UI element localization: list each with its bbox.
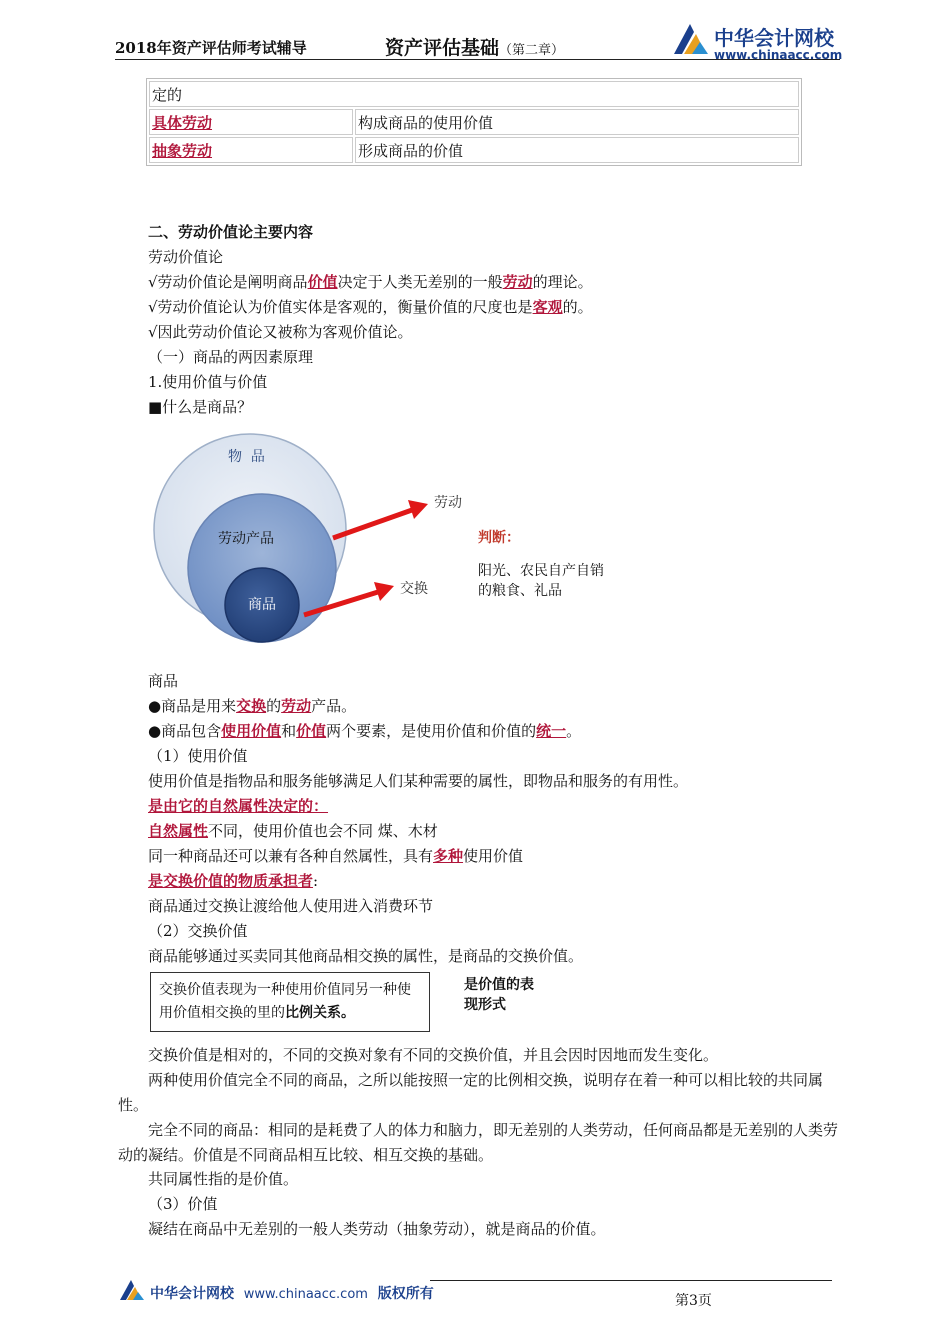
subheading: （2）交换价值 <box>148 922 248 940</box>
emphasis-line: 是由它的自然属性决定的： <box>148 797 329 815</box>
paragraph: 使用价值是指物品和服务能够满足人们某种需要的属性，即物品和服务的有用性。 <box>148 772 689 790</box>
paragraph: 同一种商品还可以兼有各种自然属性，具有多种使用价值 <box>148 847 524 865</box>
section-title: 二、劳动价值论主要内容 <box>148 223 314 241</box>
table-cell: 定的 <box>149 81 799 107</box>
bullet-item: ●商品包含使用价值和价值两个要素，是使用价值和价值的统一。 <box>148 722 582 740</box>
subheading: （1）使用价值 <box>148 747 248 765</box>
subheading: （3）价值 <box>148 1195 218 1213</box>
table-cell: 具体劳动 <box>149 109 353 135</box>
footer-text: 中华会计网校 www.chinaacc.com 版权所有 <box>150 1286 434 1302</box>
header-course: 2018年资产评估师考试辅导 <box>115 39 307 57</box>
header-rule <box>115 59 840 60</box>
subheading: （一）商品的两因素原理 <box>148 348 314 366</box>
arrow-labor-label: 劳动 <box>434 495 462 511</box>
subheading: 1.使用价值与价值 <box>148 373 268 391</box>
chapter-label: （第二章） <box>499 43 565 58</box>
check-item: √劳动价值论是阐明商品价值决定于人类无差别的一般劳动的理论。 <box>148 273 593 291</box>
check-item: √因此劳动价值论又被称为客观价值论。 <box>148 323 413 341</box>
commodity-label: 商品 <box>248 597 276 613</box>
example-text: 阳光、农民自产自销 <box>478 563 604 579</box>
arrow-exchange-label: 交换 <box>400 581 428 597</box>
bullet-item: ●商品是用来交换的劳动产品。 <box>148 697 357 715</box>
paragraph: 两种使用价值完全不同的商品，之所以能按照一定的比例相交换，说明存在着一种可以相比较的共同属性。 <box>118 1071 824 1114</box>
example-text: 的粮食、礼品 <box>478 583 562 599</box>
labor-product-label: 劳动产品 <box>218 531 274 547</box>
page-number: 第3页 <box>675 1293 712 1309</box>
check-item: √劳动价值论认为价值实体是客观的，衡量价值的尺度也是客观的。 <box>148 298 593 316</box>
table-row <box>149 137 799 163</box>
exchange-value-box: 交换价值表现为一种使用价值同另一种使 用价值相交换的里的比例关系。 <box>150 972 430 1032</box>
paragraph: 商品能够通过买卖同其他商品相交换的属性，是商品的交换价值。 <box>148 947 584 965</box>
judge-label: 判断： <box>478 530 520 546</box>
goods-label: 物 品 <box>228 449 265 465</box>
table-cell: 构成商品的使用价值 <box>355 109 799 135</box>
paragraph: 共同属性指的是价值。 <box>148 1170 299 1188</box>
header-logo[interactable] <box>670 20 843 62</box>
paragraph: 交换价值是相对的，不同的交换对象有不同的交换价值，并且会因时因地而发生变化。 <box>148 1046 719 1064</box>
page-title: 资产评估基础（第二章） <box>385 37 565 59</box>
table-cell: 形成商品的价值 <box>355 137 799 163</box>
table-row <box>149 109 799 135</box>
paragraph: 是交换价值的物质承担者: <box>148 872 319 890</box>
subheading: 商品 <box>148 672 179 690</box>
footer-rule <box>430 1280 832 1281</box>
labor-table <box>146 78 802 166</box>
paragraph: 完全不同的商品：相同的是耗费了人的体力和脑力，即无差别的人类劳动，任何商品都是无差别的人类劳动的凝结。价值是不同商品相互比较、相互交换的基础。 <box>118 1121 839 1164</box>
logo-name: 中华会计网校 <box>714 26 834 50</box>
paragraph: 凝结在商品中无差别的一般人类劳动（抽象劳动），就是商品的价值。 <box>148 1220 606 1238</box>
logo-url: www.chinaacc.com <box>714 48 843 62</box>
table-row <box>149 81 799 107</box>
footer-logo[interactable] <box>118 1278 146 1306</box>
box-side-note: 是价值的表 现形式 <box>464 977 534 1013</box>
subheading: 劳动价值论 <box>148 248 224 266</box>
logo-icon <box>118 1278 146 1302</box>
table-cell: 抽象劳动 <box>149 137 353 163</box>
question: ■什么是商品？ <box>148 398 253 416</box>
paragraph: 自然属性不同，使用价值也会不同 煤、木材 <box>148 822 438 840</box>
paragraph: 商品通过交换让渡给他人使用进入消费环节 <box>148 897 434 915</box>
logo-icon <box>670 20 710 58</box>
